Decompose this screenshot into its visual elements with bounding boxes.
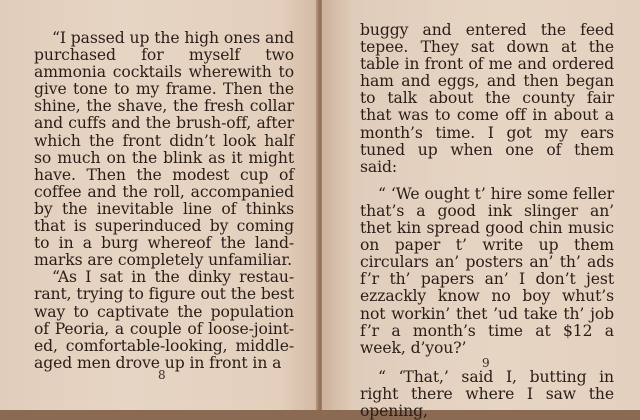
left-page <box>0 0 318 410</box>
right-paragraph-3: “ ‘That,’ said I, butting in right there where I saw the opening, <box>360 367 614 420</box>
page-number-left: 8 <box>158 368 166 382</box>
left-paragraph-2: “As I sat in the dinky restau-rant, trying to figure out the best way to captivate the population of Peoria, a couple of loose-joint-ed, comfortable-looking, middle-aged men drove up in front in a <box>34 268 294 372</box>
right-paragraph-2: “ ‘We ought t’ hire some feller that’s a good ink slinger an’ thet kin spread good chin music on paper t’ write up them circulars an’ posters an’ th’ ads f’r th’ papers an’ I don’t jest ezzackly know no boy whut’s not workin’ thet ’ud take th’ job f’r a month’s time at $12 a week, d’you?’ <box>360 184 614 357</box>
page-number-right: 9 <box>482 356 490 370</box>
right-paragraph-1: buggy and entered the feed tepee. They sat down at the table in front of me and ordered ham and eggs, and then began to talk about the county fair that was to come off in about a month’s time. I got my ears tuned up when one of them said: <box>360 21 614 176</box>
right-page <box>322 0 640 420</box>
left-page-text <box>34 30 294 372</box>
left-paragraph-1: “I passed up the high ones and purchased for myself two ammonia cocktails wherewith to give tone to my frame. Then the shine, the shave, the fresh collar and cuffs and the brush-off, after which the front didn’t look half so much on the blink as it might have. Then the modest cup of coffee and the roll, accompanied by the inevitable line of thinks that is superinduced by coming to in a burg whereof the land-marks are completely unfamiliar. <box>34 29 294 270</box>
